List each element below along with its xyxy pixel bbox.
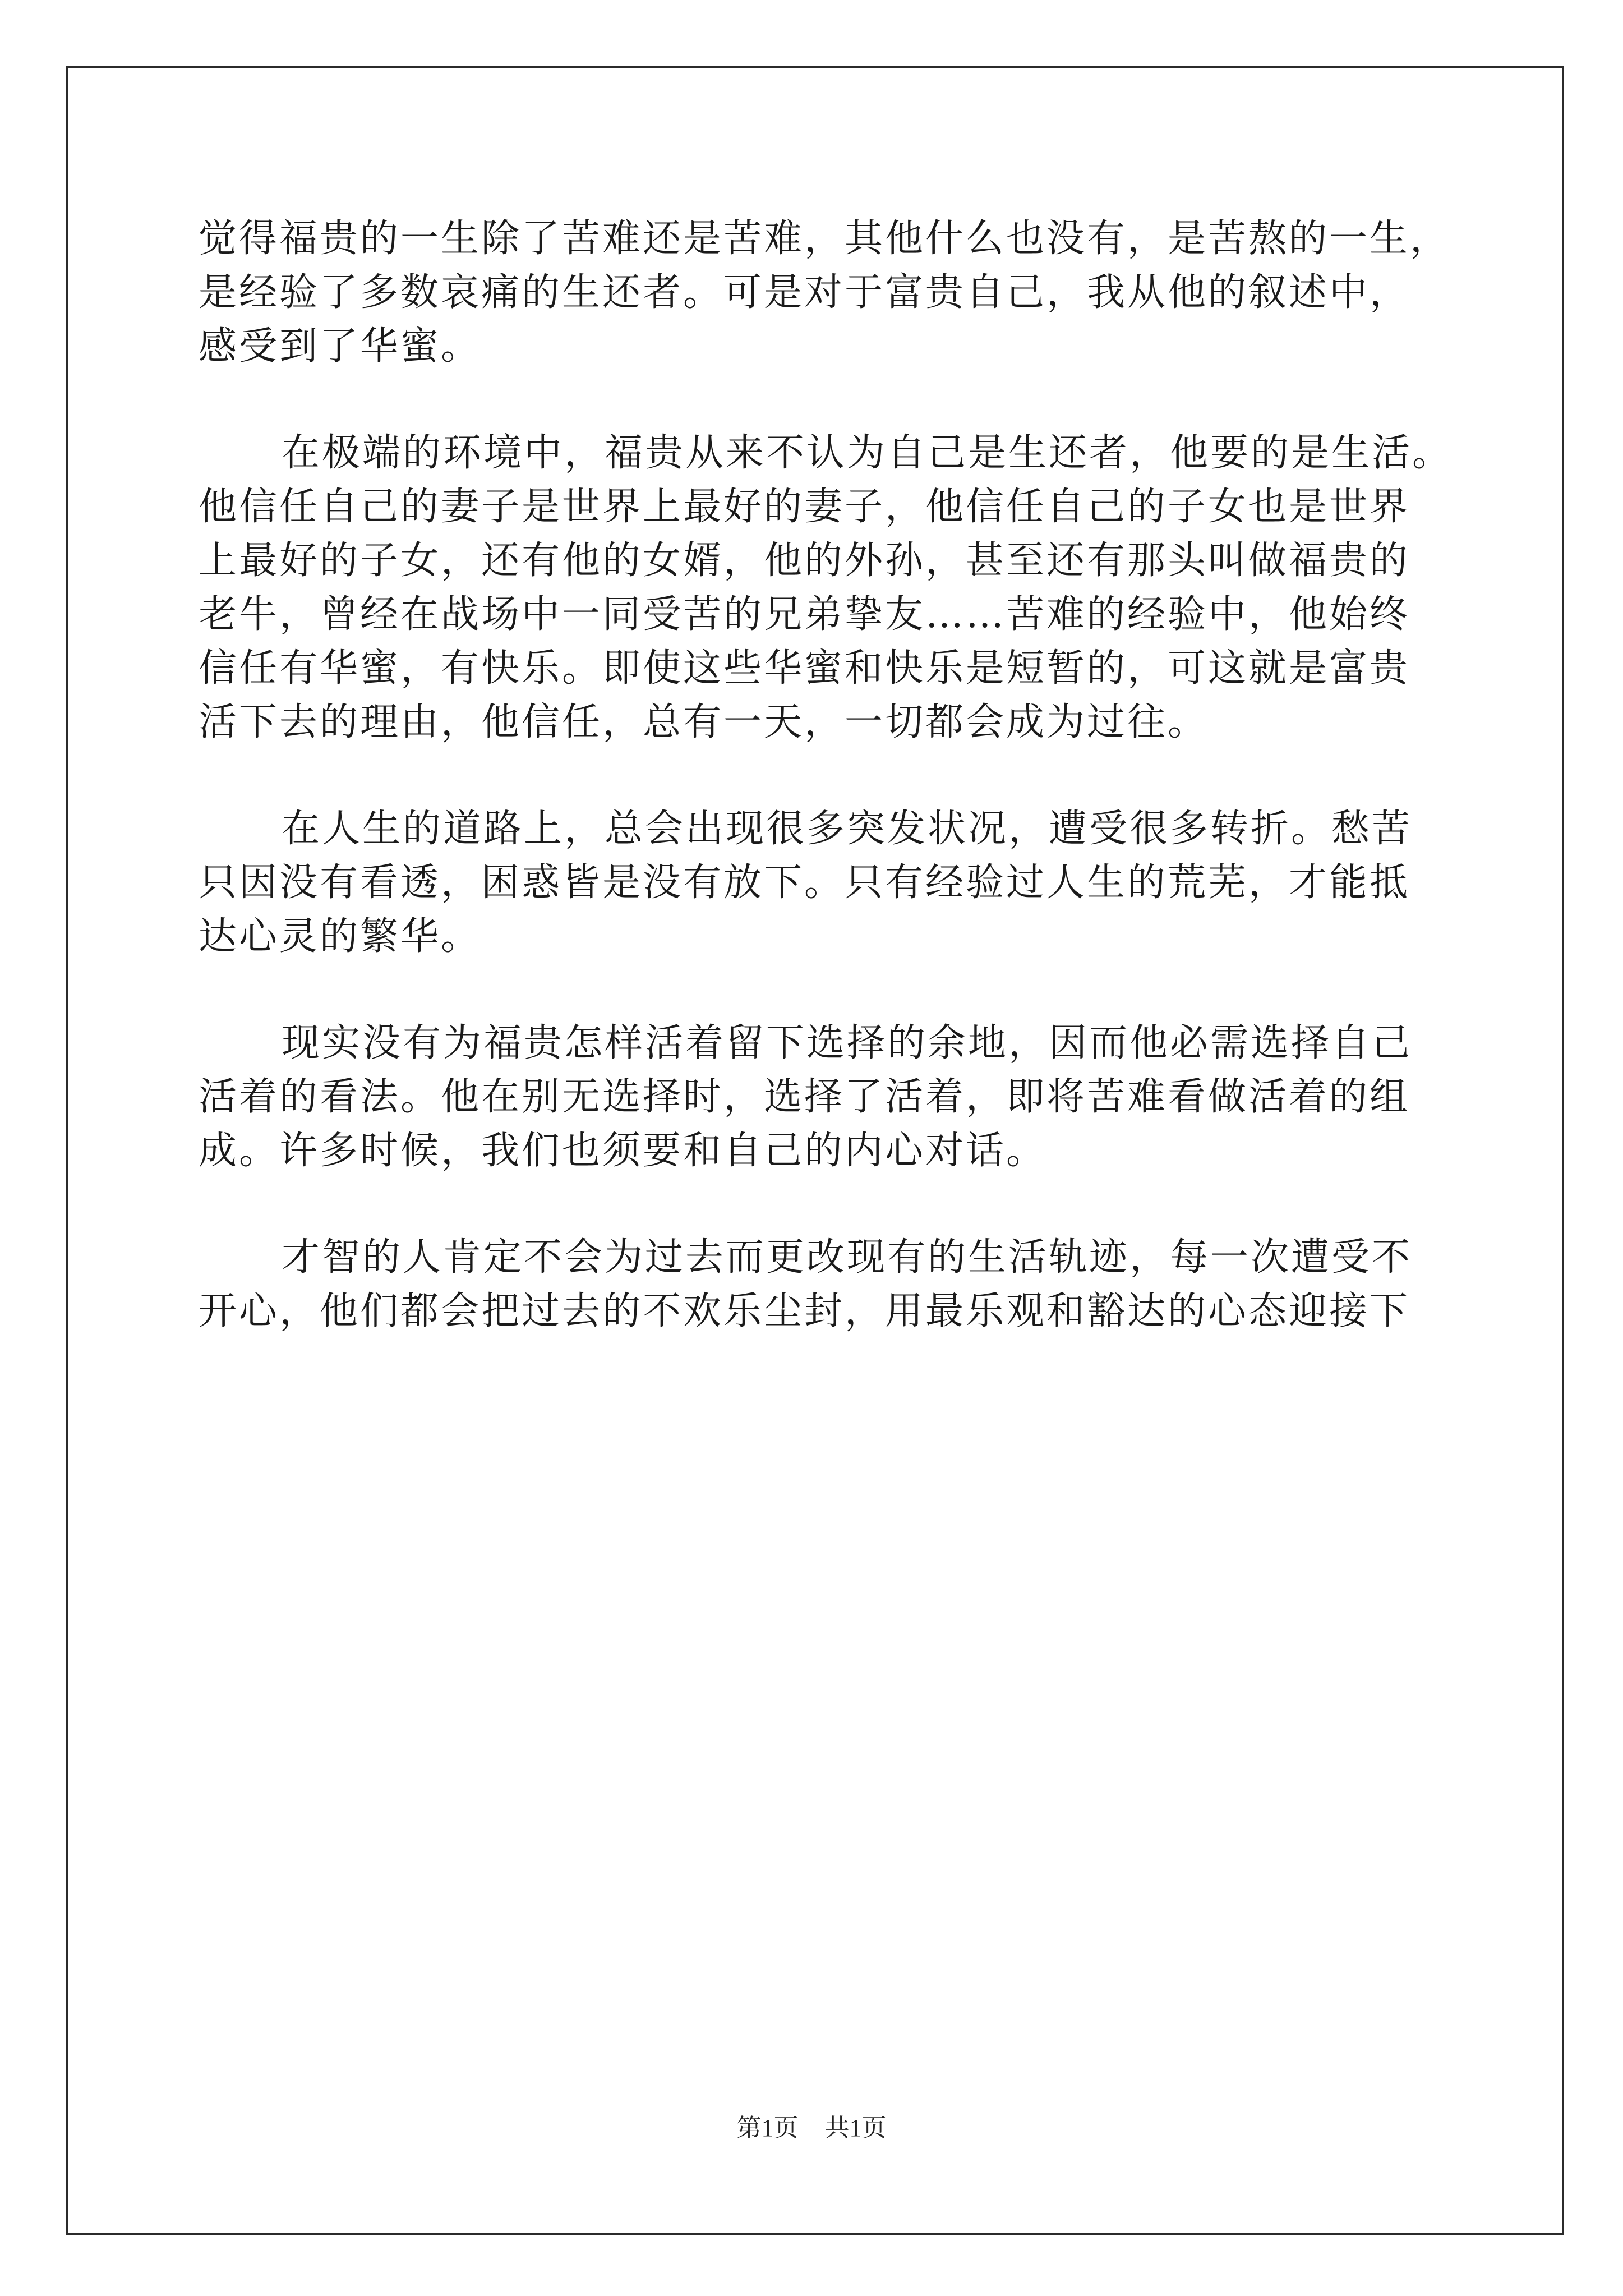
- text-line: 现实没有为福贵怎样活着留下选择的余地，因而他必需选择自己: [282, 1021, 1413, 1065]
- text-line: 成。许多时候，我们也须要和自己的内心对话。: [199, 1129, 1047, 1173]
- text-line: 他信任自己的妻子是世界上最好的妻子，他信任自己的子女也是世界: [199, 485, 1410, 529]
- text-line: 信任有华蜜，有快乐。即使这些华蜜和快乐是短暂的，可这就是富贵: [199, 646, 1410, 691]
- text-line: 在人生的道路上，总会出现很多突发状况，遭受很多转折。愁苦: [282, 807, 1413, 851]
- page-footer: [0, 2111, 1623, 2145]
- document-body: [199, 212, 1453, 1338]
- text-line: 才智的人肯定不会为过去而更改现有的生活轨迹，每一次遭受不: [282, 1235, 1413, 1280]
- text-line: 在极端的环境中，福贵从来不认为自己是生还者，他要的是生活。: [282, 431, 1453, 475]
- text-line: 活着的看法。他在别无选择时，选择了活着，即将苦难看做活着的组: [199, 1075, 1410, 1119]
- text-line: 开心，他们都会把过去的不欢乐尘封，用最乐观和豁达的心态迎接下: [199, 1289, 1410, 1333]
- page-number: 第1页: [736, 2114, 799, 2142]
- text-line: 只因没有看透，困惑皆是没有放下。只有经验过人生的荒芜，才能抵: [199, 861, 1410, 905]
- text-line: 老牛，曾经在战场中一同受苦的兄弟挚友……苦难的经验中，他始终: [199, 592, 1410, 637]
- text-line: 上最好的子女，还有他的女婿，他的外孙，甚至还有那头叫做福贵的: [199, 539, 1410, 583]
- page-total: 共1页: [824, 2114, 887, 2142]
- text-line: 觉得福贵的一生除了苦难还是苦难，其他什么也没有，是苦熬的一生，: [199, 217, 1451, 261]
- text-line: 是经验了多数哀痛的生还者。可是对于富贵自己，我从他的叙述中，: [199, 270, 1410, 315]
- text-line: 活下去的理由，他信任，总有一天，一切都会成为过往。: [199, 700, 1209, 744]
- text-line: 感受到了华蜜。: [199, 324, 482, 369]
- text-line: 达心灵的繁华。: [199, 914, 482, 959]
